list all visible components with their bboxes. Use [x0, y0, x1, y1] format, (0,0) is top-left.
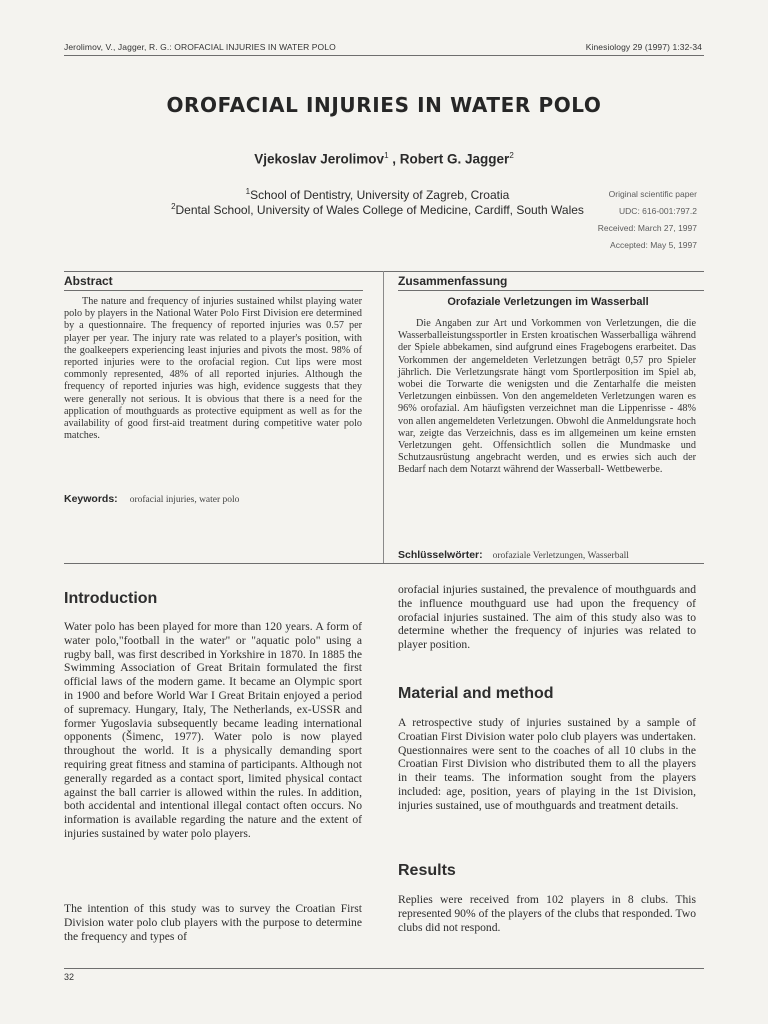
affiliation-2: $^2$Dental School, University of Wales College of Medicine, Cardiff, South Wales: [171, 202, 584, 217]
header-rule: [64, 55, 704, 56]
author-2: Robert G. Jagger: [399, 151, 510, 167]
zusammenfassung-subheading: Orofaziale Verletzungen im Wasserball: [447, 296, 649, 308]
author-1: Vjekoslav Jerolimov: [254, 151, 385, 167]
results-heading: Results: [398, 862, 456, 879]
udc-code: UDC: 616-001:797.2: [619, 206, 697, 216]
paper-title: OROFACIAL INJURIES IN WATER POLO: [166, 93, 602, 117]
schluesselwoerter-line: [398, 545, 704, 563]
page-number: 32: [64, 972, 75, 982]
zusammenfassung-heading-rule: [398, 290, 704, 291]
introduction-continuation: orofacial injuries sustained, the prevalence of mouthguards and the influence mouthguard use had upon the frequency of orofacial injuries sustained. The aim of this study also was to determine whether the frequency of injuries was related to player position.: [398, 583, 696, 652]
keywords-text: orofacial injuries, water polo: [129, 495, 240, 505]
results-text: Replies were received from 102 players in 8 clubs. This represented 90% of the players of the clubs that responded. Two clubs did not respond.: [398, 893, 696, 934]
schluesselwoerter-text: orofaziale Verletzungen, Wasserball: [492, 551, 629, 561]
schluesselwoerter-label: Schlüsselwörter:: [398, 549, 483, 561]
abstract-divider: [383, 271, 384, 563]
author-1-sup: 1: [384, 151, 389, 160]
abstract-top-rule: [64, 271, 704, 272]
material-method-text: A retrospective study of injuries sustained by a sample of Croatian First Division water polo club players was undertaken. Questionnaires were sent to the coaches of all 10 clubs in the Croatian First Division who distributed them to all the players in their teams. The information sought from the players included: age, position, years of playing in the 1st Division, injuries sustained, use of mouthguards and treatment details.: [398, 716, 696, 812]
accepted-date: Accepted: May 5, 1997: [610, 240, 697, 250]
zusammenfassung-heading: Zusammenfassung: [398, 274, 508, 288]
abstract-heading: Abstract: [64, 274, 113, 288]
author-line: [0, 151, 768, 167]
received-date: Received: March 27, 1997: [597, 223, 697, 233]
author-2-sup: 2: [509, 151, 514, 160]
introduction-paragraph-1: Water polo has been played for more than 120 years. A form of water polo,"football in the water" or "aquatic polo" using a rugby ball, was first described in Yorkshire in 1870. In 1885 the Swimming Association of Great Britain formulated the first official laws of the modern game. It became an Olympic sport in 1900 and before World War I Great Britain enjoyed a period of supremacy. Hungary, Italy, The Netherlands, ex-USSR and former Yugoslavia subsequently became leading international opponents (Šimenc, 1977). Water polo is now played throughout the world. It is a physically demanding sport requiring great fitness and stamina of participants. Although not generally regarded as a contact sport, limited physical contact against the ball carrier is allowed within the rules. In addition, both accidental and intentional illegal contact often occurs. No information is available regarding the nature and the extent of injuries sustained by water polo players.: [64, 620, 362, 840]
running-header-right: Kinesiology 29 (1997) 1:32-34: [585, 42, 702, 52]
running-header-left: Jerolimov, V., Jagger, R. G.: OROFACIAL INJURIES IN WATER POLO: [64, 42, 336, 52]
affiliation-1: $^1$School of Dentistry, University of Zagreb, Croatia: [245, 187, 510, 202]
author-separator: ,: [388, 151, 400, 167]
zusammenfassung-text: Die Angaben zur Art und Vorkommen von Verletzungen, die die Wasserballeistungssportler in Ersten kroatischen Wasserballiga während der Spiele abbekamen, sind aufgrund eines Fragebogens erarbeitet. Das Vorkommen der angemeldeten Verletzungen beträgt 0,57 pro Spieler jährlich. Die Verletzungsrate hängt vom Sportlerposition im Spiel ab, wobei die Torwarte die wenigsten und die Zentarhalfe die meisten Verletzungen einbüssen. Von den angemeldeten Verletzungen waren es 96% orofazial. Am häufigsten verzeichnet man die Lippenrisse - 48% von allen angemeldeten Verletzungen. Obwohl die Anmeldungsrate hoch war, zeigte das Verzeichnis, dass es im allgemeinen um keine ernsten Verletzungen geht. Offensichtlich sollen die Mundmaske und Schutzausrüstung angebracht werden, und es erwies sich auch der Bedarf nach dem Notarzt während der Wasserball- Wettbewerbe.: [398, 318, 696, 476]
footer-rule: [64, 968, 704, 969]
material-method-heading: Material and method: [398, 685, 554, 702]
keywords-label: Keywords:: [64, 493, 118, 505]
abstract-text: The nature and frequency of injuries sustained whilst playing water polo by players in the National Water Polo First Division ere determined by a questionnaire. The frequency of reported injuries was 0.57 per player per year. The injury rate was related to a player's position, with the goalkeepers experiencing least injuries and pivots the most. 98% of reported injuries were to the orofacial region. Cut lips were most commonly represented, 48% of all reported injuries. Although the frequency of reported injuries was high, evidence suggests that they were generally not serious. It is obvious that there is a need for the application of mouthguards as protective equipment as well as for the availability of good first-aid treatment during competitive water polo matches.: [64, 296, 362, 442]
abstract-bottom-rule: [64, 563, 704, 564]
introduction-paragraph-2: The intention of this study was to survey the Croatian First Division water polo club players with the purpose to determine the frequency and types of: [64, 902, 362, 943]
abstract-heading-rule: [64, 290, 363, 291]
paper-type: Original scientific paper: [608, 189, 697, 199]
introduction-heading: Introduction: [64, 590, 158, 607]
keywords-line: [64, 489, 364, 507]
